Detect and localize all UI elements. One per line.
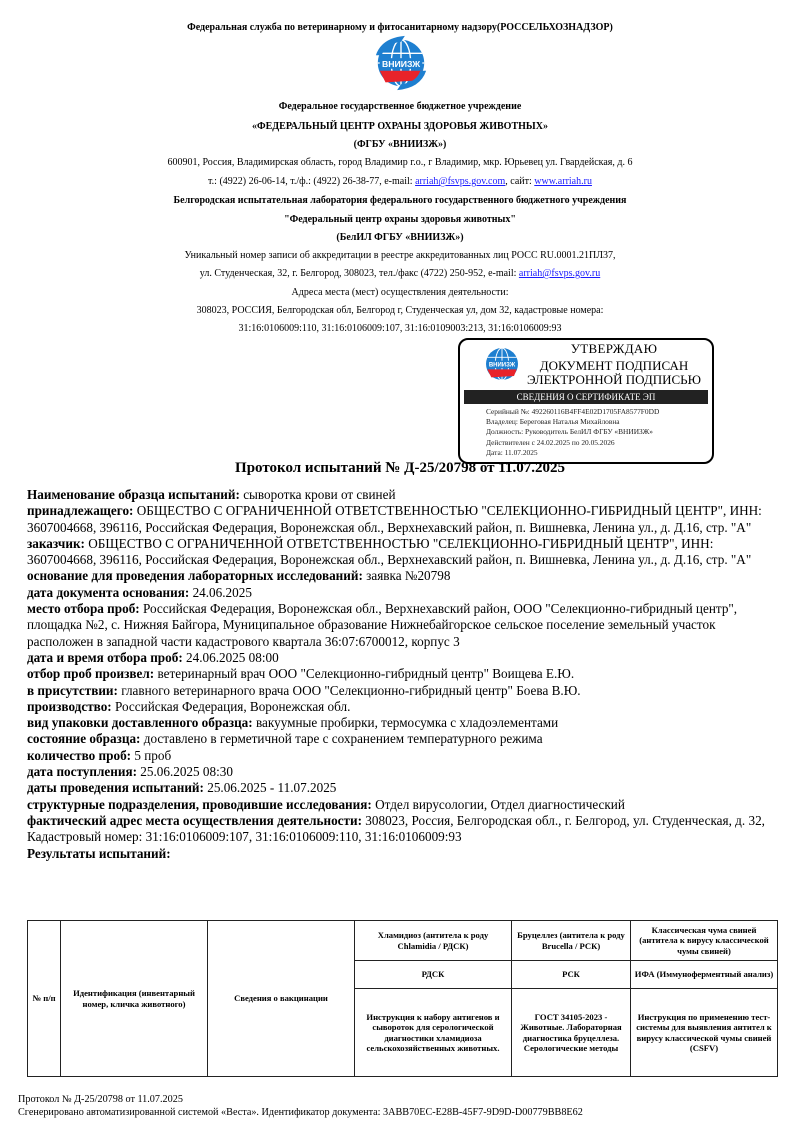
field-sample-condition [27, 731, 779, 747]
field-value: вакуумные пробирки, термосумка с хладоэлементами [252, 715, 559, 731]
field-value: ОБЩЕСТВО С ОГРАНИЧЕННОЙ ОТВЕТСТВЕННОСТЬЮ "СЕЛЕКЦИОННО-ГИБРИДНЫЙ ЦЕНТР", ИНН: 3607004668, 396116, Российская Федерация, Воронежская обл., Верхнехавский район, п. Вишневка, Ленина ул., д. Д.16, стр. "А" [27, 535, 752, 568]
field-value: Отдел вирусологии, Отдел диагностический [371, 796, 625, 812]
lab-name-line2: "Федеральный центр охраны здоровья животных" [284, 214, 516, 225]
field-value: заявка №20798 [362, 568, 451, 584]
stamp-signed-line1: ДОКУМЕНТ ПОДПИСАН [539, 358, 689, 373]
field-sample-count [27, 748, 779, 764]
institution-contacts [0, 176, 800, 187]
cert-position: Должность: Руководитель БелИЛ ФГБУ «ВНИИЗЖ» [486, 427, 653, 437]
field-actual-address [27, 813, 779, 846]
field-packaging [27, 715, 779, 731]
field-value: ветеринарный врач ООО "Селекционно-гибридный центр" Воищева Е.Ю. [154, 666, 575, 682]
field-label: фактический адрес места осуществления деятельности: [27, 812, 362, 828]
institution-short: (ФГБУ «ВНИИЗЖ») [353, 139, 447, 150]
agency-name: Федеральная служба по ветеринарному и фитосанитарному надзору(РОССЕЛЬХОЗНАДЗОР) [187, 22, 613, 33]
stamp-logo-text: ВНИИЗЖ [488, 362, 516, 369]
method-csf: ИФА (Иммуноферментный анализ) [631, 961, 778, 989]
col-header-test-brucellosis: Бруцеллез (антитела к роду Brucella / РСК) [512, 921, 631, 961]
field-value: доставлено в герметичной таре с сохранением температурного режима [140, 731, 543, 747]
field-label: даты проведения испытаний: [27, 780, 204, 796]
field-value: 25.06.2025 08:30 [136, 764, 233, 780]
col-header-vaccination: Сведения о вакцинации [208, 921, 355, 1077]
cadastral-numbers: 31:16:0106009:110, 31:16:0106009:107, 31:16:0109003:213, 31:16:0106009:93 [238, 323, 562, 334]
field-label: Наименование образца испытаний: [27, 487, 240, 502]
field-value: Российская Федерация, Воронежская обл., Верхнехавский район, ООО "Селекционно-гибридный центр", площадка №2, с. Нижняя Байгора, Муниципальное образование Нижнебайгорское сельское поселение земельный участок расположен в западной части кадастрового квартала 36:07:6700012, корпус 3 [27, 601, 738, 649]
field-label: основание для проведения лабораторных исследований: [27, 568, 363, 584]
field-label: место отбора проб: [27, 601, 140, 617]
field-label: Результаты испытаний: [27, 845, 171, 861]
field-label: производство: [27, 698, 112, 714]
field-label: вид упаковки доставленного образца: [27, 715, 253, 731]
col-header-test-chlamydia: Хламидиоз (антитела к роду Chlamidia / РДСК) [355, 921, 512, 961]
field-test-dates [27, 780, 779, 796]
field-value: 24.06.2025 08:00 [182, 649, 279, 665]
field-sampled-by [27, 666, 779, 682]
field-value: сыворотка крови от свиней [239, 487, 396, 502]
norm-brucellosis: ГОСТ 34105-2023 - Животные. Лабораторная диагностика бруцеллеза. Серологические методы [512, 989, 631, 1077]
lab-short-name: (БелИЛ ФГБУ «ВНИИЗЖ») [336, 232, 464, 243]
lab-address-text: ул. Студенческая, 32, г. Белгород, 308023, тел./факс (4722) 250-952, e-mail: [199, 268, 519, 279]
activity-label: Адреса места (мест) осуществления деятельности: [291, 287, 509, 298]
field-in-presence [27, 683, 779, 699]
field-basis [27, 568, 779, 584]
col-header-identification: Идентификация (инвентарный номер, кличка животного) [61, 921, 208, 1077]
col-header-number: № п/п [28, 921, 61, 1077]
field-label: дата документа основания: [27, 584, 190, 600]
field-label: состояние образца: [27, 731, 141, 747]
site-label: , сайт: [505, 176, 535, 187]
protocol-fields [27, 487, 779, 862]
field-production [27, 699, 779, 715]
field-sample-name [27, 487, 779, 503]
footer-generated-by: Сгенерировано автоматизированной системой «Веста». Идентификатор документа: 3ABB70EC-E28B-45F7-9D9D-D00779BB8E62 [18, 1107, 583, 1118]
lab-address [0, 268, 800, 279]
field-owner [27, 503, 779, 536]
logo-text: ВНИИЗЖ [381, 58, 421, 69]
footer-protocol-number: Протокол № Д-25/20798 от 11.07.2025 [18, 1094, 183, 1105]
protocol-title: Протокол испытаний № Д-25/20798 от 11.07.2025 [235, 460, 565, 476]
norm-chlamydia: Инструкция к набору антигенов и сывороток для серологической диагностики хламидиоза сельскохозяйственных животных. [355, 989, 512, 1077]
contacts-text: т.: (4922) 26-06-14, т./ф.: (4922) 26-38-77, e-mail: [208, 176, 416, 187]
cert-owner: Владелец: Береговая Наталья Михайловна [486, 417, 620, 427]
field-label: принадлежащего: [27, 503, 134, 519]
institution-type: Федеральное государственное бюджетное учреждение [278, 101, 522, 112]
field-basis-date [27, 585, 779, 601]
field-sampling-place [27, 601, 779, 650]
stamp-cert-info [486, 407, 659, 458]
field-value: 24.06.2025 [189, 584, 252, 600]
col-header-test-csf: Классическая чума свиней (антитела к вирусу классической чумы свиней) [631, 921, 778, 961]
cert-validity: Действителен с 24.02.2025 по 20.05.2026 [486, 437, 615, 447]
vniizzh-stamp-logo-icon [482, 344, 522, 384]
field-label: заказчик: [27, 535, 85, 551]
field-customer [27, 536, 779, 569]
field-label: в присутствии: [27, 682, 118, 698]
method-brucellosis: РСК [512, 961, 631, 989]
lab-email-link[interactable]: arriah@fsvps.gov.ru [518, 268, 601, 279]
vniizzh-logo-icon [372, 34, 430, 92]
field-value: ОБЩЕСТВО С ОГРАНИЧЕННОЙ ОТВЕТСТВЕННОСТЬЮ "СЕЛЕКЦИОННО-ГИБРИДНЫЙ ЦЕНТР", ИНН: 3607004668, 396116, Российская Федерация, Воронежская обл., Верхнехавский район, п. Вишневка, Ленина ул., д. Д.16, стр. "А" [27, 503, 762, 535]
field-departments [27, 797, 779, 813]
cert-date: Дата: 11.07.2025 [486, 447, 538, 457]
lab-name-line1: Белгородская испытательная лаборатория федерального государственного бюджетного учреждения [173, 195, 627, 206]
field-sampling-datetime [27, 650, 779, 666]
institution-name: «ФЕДЕРАЛЬНЫЙ ЦЕНТР ОХРАНЫ ЗДОРОВЬЯ ЖИВОТНЫХ» [252, 121, 548, 132]
stamp-signed [520, 359, 708, 387]
field-label: структурные подразделения, проводившие исследования: [27, 796, 372, 812]
field-value: главного ветеринарного врача ООО "Селекционно-гибридный центр" Боева В.Ю. [117, 682, 581, 698]
field-receipt-date [27, 764, 779, 780]
method-chlamydia: РДСК [355, 961, 512, 989]
field-value: 308023, Россия, Белгородская обл., г. Белгород, ул. Студенческая, д. 32, Кадастровый номер: 31:16:0106009:107, 31:16:0106009:110, 31:16:0106009:93 [27, 812, 765, 845]
activity-address: 308023, РОССИЯ, Белгородская обл, Белгород г, Студенческая ул, дом 32, кадастровые номера: [196, 305, 604, 316]
field-label: дата и время отбора проб: [27, 649, 183, 665]
accreditation-number: Уникальный номер записи об аккредитации в реестре аккредитованных лиц РОСС RU.0001.21ПЛ37, [184, 250, 616, 261]
field-label: дата поступления: [27, 764, 137, 780]
cert-serial: Серийный №: 492260116B4FF4E02D1705FA8577F0DD [486, 407, 660, 416]
field-value: 25.06.2025 - 11.07.2025 [203, 780, 337, 796]
field-value: Российская Федерация, Воронежская обл. [111, 698, 351, 714]
institution-address: 600901, Россия, Владимирская область, город Владимир г.о., г Владимир, мкр. Юрьевец ул. Гвардейская, д. 6 [167, 157, 633, 168]
results-table [27, 920, 778, 1077]
table-header-row [28, 921, 778, 961]
field-results-heading [27, 846, 779, 862]
norm-csf: Инструкция по применению тест-системы для выявления антител к вирусу классической чумы свиней (CSFV) [631, 989, 778, 1077]
field-label: количество проб: [27, 747, 132, 763]
stamp-approve: УТВЕРЖДАЮ [570, 341, 658, 356]
site-link[interactable]: www.arriah.ru [534, 176, 592, 187]
field-value: 5 проб [131, 747, 172, 763]
e-signature-stamp [458, 338, 714, 464]
stamp-signed-line2: ЭЛЕКТРОННОЙ ПОДПИСЬЮ [527, 372, 701, 387]
field-label: отбор проб произвел: [27, 666, 155, 682]
email-link[interactable]: arriah@fsvps.gov.com [415, 176, 506, 187]
stamp-cert-bar: СВЕДЕНИЯ О СЕРТИФИКАТЕ ЭП [464, 390, 708, 404]
